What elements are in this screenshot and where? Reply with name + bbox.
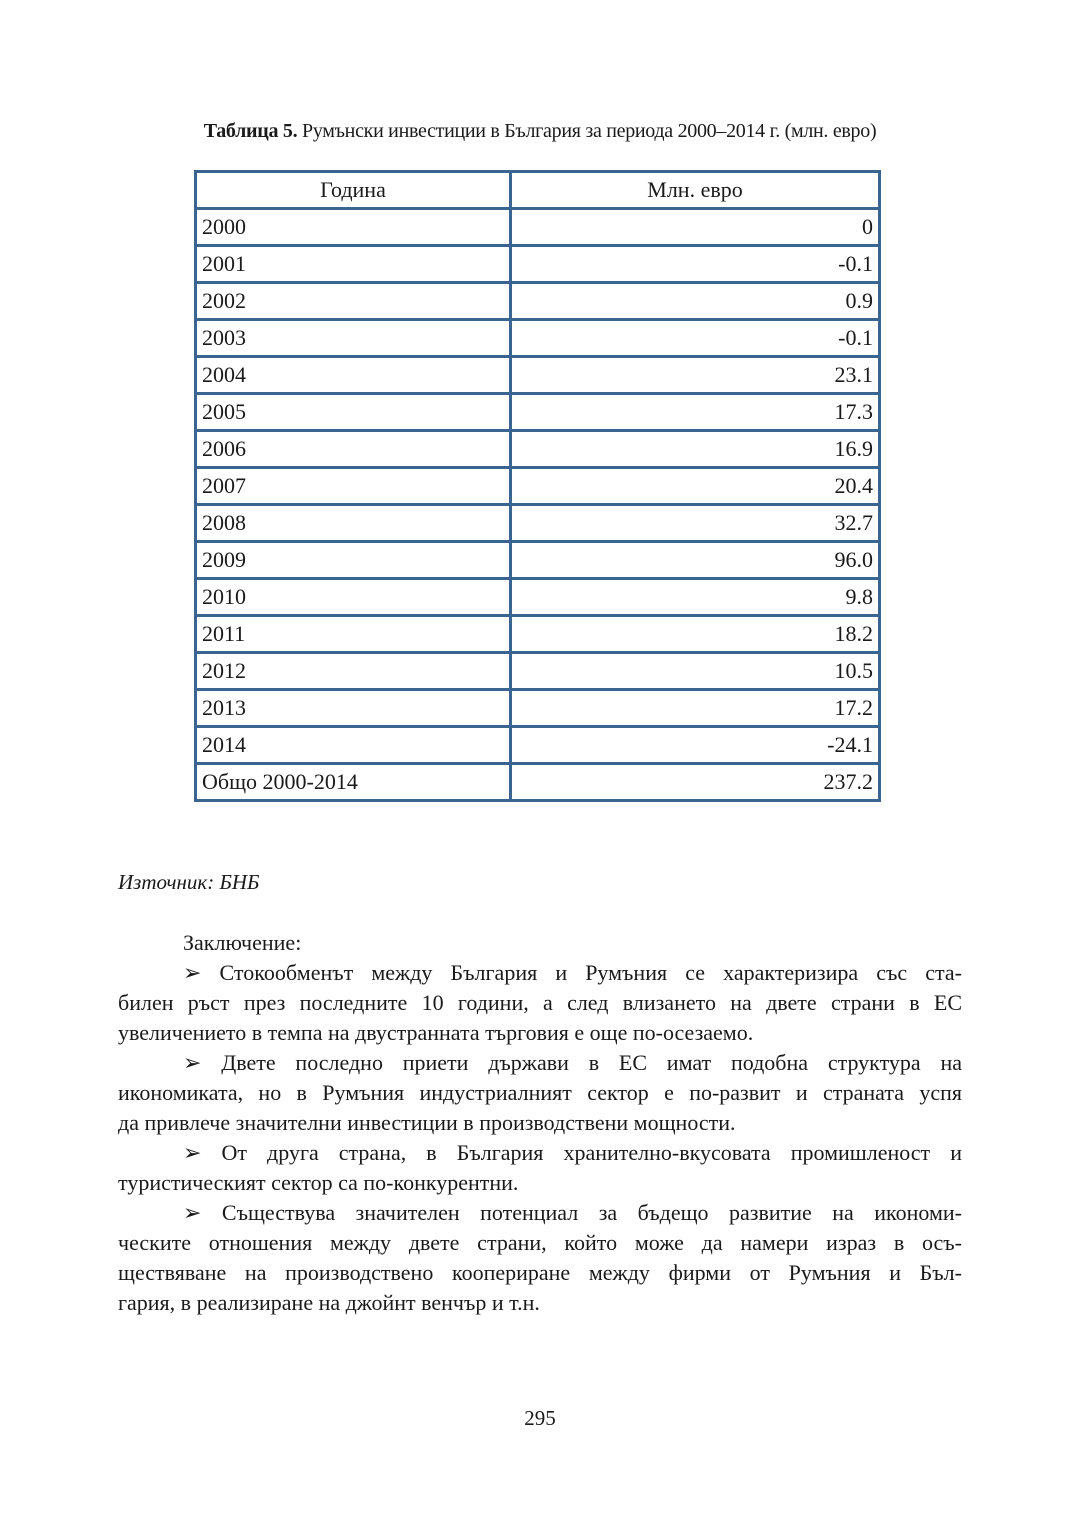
paragraph-line: ческите отношения между двете страни, който може да намери израз в осъ-	[118, 1230, 962, 1255]
table-caption-text: Румънски инвестиции в България за периода 2000–2014 г. (млн. евро)	[297, 120, 877, 142]
cell-value: 0.9	[511, 283, 880, 320]
cell-year: 2009	[196, 542, 511, 579]
cell-value: 96.0	[511, 542, 880, 579]
cell-value: 23.1	[511, 357, 880, 394]
table-row	[196, 764, 880, 801]
table-row	[196, 283, 880, 320]
cell-value: 16.9	[511, 431, 880, 468]
cell-value: 0	[511, 209, 880, 246]
cell-year: 2013	[196, 690, 511, 727]
cell-value: 17.3	[511, 394, 880, 431]
conclusion-paragraph	[118, 1048, 962, 1138]
conclusion-section	[118, 928, 962, 1318]
conclusion-heading: Заключение:	[183, 930, 302, 955]
cell-year: 2011	[196, 616, 511, 653]
source-note: Източник: БНБ	[118, 870, 260, 894]
investment-table	[194, 170, 881, 802]
cell-year: 2004	[196, 357, 511, 394]
paragraph-line: икономиката, но в Румъния индустриалният сектор е по-развит и страната успя	[118, 1080, 962, 1105]
paragraph-line: гария, в реализиране на джойнт венчър и т.н.	[118, 1290, 540, 1315]
table-row	[196, 394, 880, 431]
table-row	[196, 505, 880, 542]
cell-year: 2006	[196, 431, 511, 468]
cell-value: -24.1	[511, 727, 880, 764]
cell-year: 2005	[196, 394, 511, 431]
cell-value: -0.1	[511, 320, 880, 357]
table-header-row	[196, 172, 880, 209]
cell-year: 2014	[196, 727, 511, 764]
cell-value: 9.8	[511, 579, 880, 616]
table-row	[196, 246, 880, 283]
conclusion-paragraph	[118, 1138, 962, 1198]
cell-year: 2001	[196, 246, 511, 283]
table-row	[196, 727, 880, 764]
cell-year: 2007	[196, 468, 511, 505]
table-row	[196, 357, 880, 394]
table-row	[196, 320, 880, 357]
table-row	[196, 653, 880, 690]
paragraph-line: ществяване на производствено коопериране между фирми от Румъния и Бъл-	[118, 1260, 962, 1285]
cell-year: Общо 2000-2014	[196, 764, 511, 801]
cell-value: 20.4	[511, 468, 880, 505]
conclusion-paragraph	[118, 958, 962, 1048]
paragraph-line: увеличението в темпа на двустранната търговия е още по-осезаемо.	[118, 1020, 754, 1045]
table-row	[196, 431, 880, 468]
paragraph-line: ➢ Стокообменът между България и Румъния се характеризира със ста-	[183, 960, 962, 985]
cell-value: 32.7	[511, 505, 880, 542]
paragraph-line: ➢ Двете последно приети държави в ЕС имат подобна структура на	[183, 1050, 962, 1075]
paragraph-line: да привлече значителни инвестиции в производствени мощности.	[118, 1110, 736, 1135]
page-number: 295	[524, 1406, 556, 1430]
paragraph-line: ➢ От друга страна, в България хранително-вкусовата промишленост и	[183, 1140, 962, 1165]
cell-year: 2000	[196, 209, 511, 246]
table-caption-label: Таблица 5.	[203, 120, 298, 142]
paragraph-line: билен ръст през последните 10 години, а след влизането на двете страни в ЕС	[118, 990, 962, 1015]
cell-value: 10.5	[511, 653, 880, 690]
table-caption	[0, 120, 1080, 143]
cell-year: 2002	[196, 283, 511, 320]
cell-year: 2010	[196, 579, 511, 616]
paragraph-line: ➢ Съществува значителен потенциал за бъдещо развитие на икономи-	[183, 1200, 962, 1225]
cell-year: 2003	[196, 320, 511, 357]
table-row	[196, 542, 880, 579]
paragraph-line: туристическият сектор са по-конкурентни.	[118, 1170, 519, 1195]
cell-value: 18.2	[511, 616, 880, 653]
table-row	[196, 690, 880, 727]
cell-value: 237.2	[511, 764, 880, 801]
header-value: Млн. евро	[511, 172, 880, 209]
table-row	[196, 616, 880, 653]
conclusion-paragraph	[118, 1198, 962, 1318]
cell-year: 2008	[196, 505, 511, 542]
table-row	[196, 209, 880, 246]
cell-value: 17.2	[511, 690, 880, 727]
cell-year: 2012	[196, 653, 511, 690]
header-year: Година	[196, 172, 511, 209]
table-row	[196, 468, 880, 505]
table-row	[196, 579, 880, 616]
cell-value: -0.1	[511, 246, 880, 283]
